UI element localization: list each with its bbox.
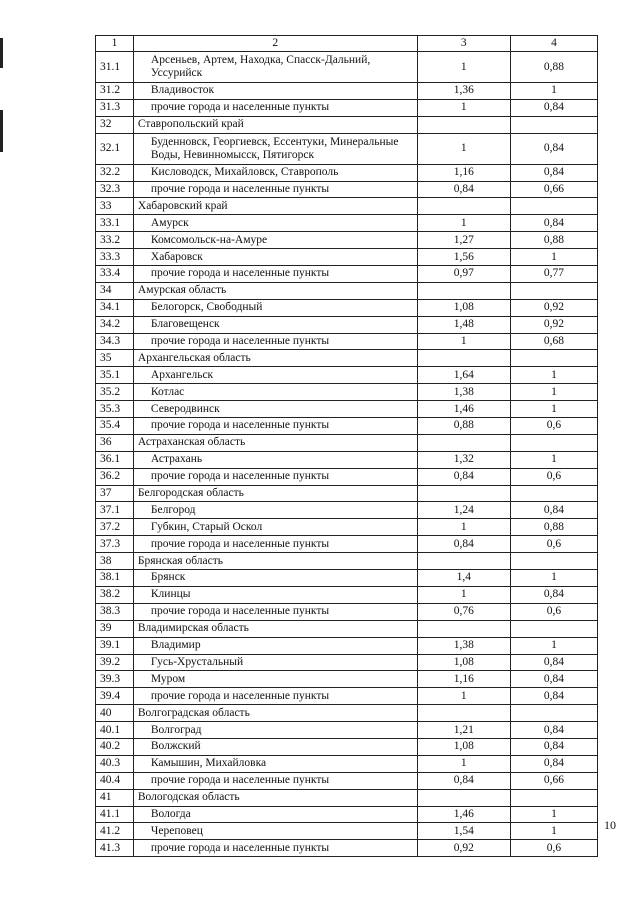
row-number-cell: 40.3 bbox=[96, 755, 134, 772]
coefficient-col3-cell: 1 bbox=[417, 519, 510, 536]
row-name-cell: Гусь-Хрустальный bbox=[133, 654, 417, 671]
coefficient-col4-cell bbox=[510, 553, 597, 570]
table-row bbox=[96, 367, 598, 384]
table-row bbox=[96, 401, 598, 418]
coefficient-col4-cell: 0,77 bbox=[510, 266, 597, 283]
coefficient-col4-cell: 0,84 bbox=[510, 502, 597, 519]
row-name-cell: Амурская область bbox=[133, 282, 417, 299]
row-name-cell: Кисловодск, Михайловск, Ставрополь bbox=[133, 164, 417, 181]
row-number-cell: 34.2 bbox=[96, 316, 134, 333]
coefficient-col4-cell: 0,68 bbox=[510, 333, 597, 350]
coefficient-col4-cell: 1 bbox=[510, 637, 597, 654]
coefficient-col3-cell: 1,36 bbox=[417, 83, 510, 100]
row-name-cell: прочие города и населенные пункты bbox=[133, 840, 417, 857]
row-name-cell: Буденновск, Георгиевск, Ессентуки, Минеральные Воды, Невинномысск, Пятигорск bbox=[133, 133, 417, 164]
coefficient-col3-cell: 1,46 bbox=[417, 401, 510, 418]
row-name-cell: Хабаровский край bbox=[133, 198, 417, 215]
row-name-cell: Хабаровск bbox=[133, 249, 417, 266]
table-header-row bbox=[96, 36, 598, 52]
coefficient-col3-cell: 1 bbox=[417, 688, 510, 705]
row-name-cell: Владимир bbox=[133, 637, 417, 654]
coefficient-col4-cell: 1 bbox=[510, 249, 597, 266]
header-cell: 1 bbox=[96, 36, 134, 52]
row-number-cell: 32.2 bbox=[96, 164, 134, 181]
coefficient-col4-cell: 0,6 bbox=[510, 468, 597, 485]
coefficient-col3-cell: 0,84 bbox=[417, 536, 510, 553]
coefficient-col4-cell: 1 bbox=[510, 367, 597, 384]
coefficient-col4-cell: 0,84 bbox=[510, 671, 597, 688]
coefficient-col3-cell: 1,16 bbox=[417, 671, 510, 688]
table-row bbox=[96, 116, 598, 133]
row-name-cell: Ставропольский край bbox=[133, 116, 417, 133]
coefficient-col4-cell: 0,84 bbox=[510, 722, 597, 739]
coefficient-col3-cell: 1,56 bbox=[417, 249, 510, 266]
table-row bbox=[96, 198, 598, 215]
table-row bbox=[96, 806, 598, 823]
row-name-cell: Амурск bbox=[133, 215, 417, 232]
coefficient-col3-cell bbox=[417, 789, 510, 806]
row-name-cell: Архангельская область bbox=[133, 350, 417, 367]
coefficient-col3-cell: 1,24 bbox=[417, 502, 510, 519]
row-number-cell: 40.4 bbox=[96, 772, 134, 789]
row-number-cell: 39.2 bbox=[96, 654, 134, 671]
coefficient-col3-cell: 0,84 bbox=[417, 772, 510, 789]
row-name-cell: Губкин, Старый Оскол bbox=[133, 519, 417, 536]
coefficient-col4-cell: 1 bbox=[510, 384, 597, 401]
table-row bbox=[96, 553, 598, 570]
row-name-cell: прочие города и населенные пункты bbox=[133, 333, 417, 350]
coefficient-col3-cell: 1 bbox=[417, 586, 510, 603]
coefficient-col4-cell: 0,88 bbox=[510, 519, 597, 536]
coefficient-col4-cell: 0,84 bbox=[510, 688, 597, 705]
row-number-cell: 33.1 bbox=[96, 215, 134, 232]
coefficient-col4-cell: 1 bbox=[510, 401, 597, 418]
row-number-cell: 41 bbox=[96, 789, 134, 806]
row-number-cell: 39.3 bbox=[96, 671, 134, 688]
row-number-cell: 32 bbox=[96, 116, 134, 133]
row-name-cell: Северодвинск bbox=[133, 401, 417, 418]
table-row bbox=[96, 738, 598, 755]
header-cell: 2 bbox=[133, 36, 417, 52]
coefficient-col4-cell bbox=[510, 485, 597, 502]
coefficient-col4-cell bbox=[510, 705, 597, 722]
row-number-cell: 39 bbox=[96, 620, 134, 637]
row-number-cell: 36.1 bbox=[96, 451, 134, 468]
row-number-cell: 31.2 bbox=[96, 83, 134, 100]
row-number-cell: 35.3 bbox=[96, 401, 134, 418]
row-number-cell: 37.3 bbox=[96, 536, 134, 553]
table-row bbox=[96, 434, 598, 451]
table-row bbox=[96, 705, 598, 722]
coefficient-col4-cell bbox=[510, 116, 597, 133]
row-number-cell: 37 bbox=[96, 485, 134, 502]
row-number-cell: 40.2 bbox=[96, 738, 134, 755]
row-number-cell: 33.4 bbox=[96, 266, 134, 283]
row-name-cell: Камышин, Михайловка bbox=[133, 755, 417, 772]
table-row bbox=[96, 266, 598, 283]
coefficient-col4-cell: 1 bbox=[510, 806, 597, 823]
table-row bbox=[96, 299, 598, 316]
row-number-cell: 31.3 bbox=[96, 99, 134, 116]
table-row bbox=[96, 772, 598, 789]
row-number-cell: 35 bbox=[96, 350, 134, 367]
row-name-cell: прочие города и населенные пункты bbox=[133, 772, 417, 789]
coefficient-col3-cell bbox=[417, 282, 510, 299]
row-name-cell: Котлас bbox=[133, 384, 417, 401]
coefficient-col3-cell: 1,08 bbox=[417, 299, 510, 316]
row-number-cell: 34 bbox=[96, 282, 134, 299]
table-row bbox=[96, 350, 598, 367]
row-name-cell: прочие города и населенные пункты bbox=[133, 536, 417, 553]
row-number-cell: 38.3 bbox=[96, 603, 134, 620]
coefficient-col4-cell: 0,84 bbox=[510, 215, 597, 232]
coefficient-col3-cell: 0,92 bbox=[417, 840, 510, 857]
row-name-cell: Волгоградская область bbox=[133, 705, 417, 722]
row-name-cell: прочие города и населенные пункты bbox=[133, 99, 417, 116]
coefficient-col4-cell bbox=[510, 282, 597, 299]
row-name-cell: Волжский bbox=[133, 738, 417, 755]
row-name-cell: Астраханская область bbox=[133, 434, 417, 451]
row-number-cell: 40 bbox=[96, 705, 134, 722]
coefficient-col3-cell: 1 bbox=[417, 133, 510, 164]
coefficient-col3-cell: 1,32 bbox=[417, 451, 510, 468]
coefficient-col3-cell: 1,38 bbox=[417, 384, 510, 401]
coefficient-col4-cell bbox=[510, 350, 597, 367]
row-number-cell: 34.3 bbox=[96, 333, 134, 350]
coefficient-col3-cell: 1,46 bbox=[417, 806, 510, 823]
row-name-cell: Архангельск bbox=[133, 367, 417, 384]
table-row bbox=[96, 333, 598, 350]
coefficient-col3-cell: 0,97 bbox=[417, 266, 510, 283]
row-name-cell: Волгоград bbox=[133, 722, 417, 739]
scan-margin-mark bbox=[0, 38, 3, 68]
table-row bbox=[96, 83, 598, 100]
row-number-cell: 35.4 bbox=[96, 418, 134, 435]
coefficient-col3-cell bbox=[417, 705, 510, 722]
coefficient-col3-cell: 1 bbox=[417, 755, 510, 772]
row-number-cell: 35.2 bbox=[96, 384, 134, 401]
coefficient-col4-cell bbox=[510, 620, 597, 637]
coefficient-col4-cell: 0,66 bbox=[510, 181, 597, 198]
coefficient-col3-cell: 0,76 bbox=[417, 603, 510, 620]
coefficients-table bbox=[95, 35, 598, 857]
coefficient-col4-cell: 0,6 bbox=[510, 418, 597, 435]
table-row bbox=[96, 755, 598, 772]
table-row bbox=[96, 52, 598, 83]
row-number-cell: 35.1 bbox=[96, 367, 134, 384]
row-number-cell: 39.4 bbox=[96, 688, 134, 705]
row-name-cell: прочие города и населенные пункты bbox=[133, 603, 417, 620]
coefficient-col3-cell: 1,38 bbox=[417, 637, 510, 654]
coefficient-col4-cell: 0,92 bbox=[510, 299, 597, 316]
coefficient-col3-cell: 0,88 bbox=[417, 418, 510, 435]
coefficient-col3-cell bbox=[417, 198, 510, 215]
table-row bbox=[96, 232, 598, 249]
coefficient-col3-cell bbox=[417, 350, 510, 367]
coefficient-col3-cell: 1 bbox=[417, 215, 510, 232]
coefficient-col4-cell: 1 bbox=[510, 823, 597, 840]
coefficient-col3-cell: 1,54 bbox=[417, 823, 510, 840]
table-row bbox=[96, 164, 598, 181]
table-row bbox=[96, 502, 598, 519]
coefficient-col3-cell: 1 bbox=[417, 333, 510, 350]
table-row bbox=[96, 451, 598, 468]
row-number-cell: 33 bbox=[96, 198, 134, 215]
coefficient-col4-cell: 0,6 bbox=[510, 536, 597, 553]
row-number-cell: 36.2 bbox=[96, 468, 134, 485]
coefficient-col3-cell bbox=[417, 620, 510, 637]
coefficient-col4-cell: 0,84 bbox=[510, 99, 597, 116]
page-number: 10 bbox=[604, 818, 616, 832]
header-cell: 4 bbox=[510, 36, 597, 52]
row-number-cell: 37.2 bbox=[96, 519, 134, 536]
coefficient-col3-cell: 1,27 bbox=[417, 232, 510, 249]
table-row bbox=[96, 637, 598, 654]
row-number-cell: 41.2 bbox=[96, 823, 134, 840]
row-number-cell: 40.1 bbox=[96, 722, 134, 739]
table-row bbox=[96, 133, 598, 164]
table-row bbox=[96, 249, 598, 266]
row-name-cell: Астрахань bbox=[133, 451, 417, 468]
row-name-cell: Благовещенск bbox=[133, 316, 417, 333]
coefficient-col3-cell: 0,84 bbox=[417, 468, 510, 485]
row-number-cell: 41.1 bbox=[96, 806, 134, 823]
coefficient-col4-cell: 1 bbox=[510, 83, 597, 100]
row-number-cell: 41.3 bbox=[96, 840, 134, 857]
table-row bbox=[96, 654, 598, 671]
row-name-cell: Комсомольск-на-Амуре bbox=[133, 232, 417, 249]
coefficient-col4-cell: 1 bbox=[510, 451, 597, 468]
header-cell: 3 bbox=[417, 36, 510, 52]
row-number-cell: 32.3 bbox=[96, 181, 134, 198]
table-row bbox=[96, 215, 598, 232]
table-row bbox=[96, 181, 598, 198]
row-name-cell: Владивосток bbox=[133, 83, 417, 100]
scan-margin-mark bbox=[0, 110, 3, 152]
coefficient-col3-cell bbox=[417, 116, 510, 133]
row-name-cell: Вологда bbox=[133, 806, 417, 823]
coefficient-col3-cell: 1 bbox=[417, 99, 510, 116]
table-row bbox=[96, 519, 598, 536]
table-row bbox=[96, 316, 598, 333]
coefficient-col4-cell bbox=[510, 789, 597, 806]
table-row bbox=[96, 722, 598, 739]
coefficient-col4-cell: 0,6 bbox=[510, 603, 597, 620]
coefficient-col3-cell bbox=[417, 485, 510, 502]
coefficient-col4-cell: 0,88 bbox=[510, 232, 597, 249]
coefficient-col3-cell: 1,08 bbox=[417, 738, 510, 755]
table-row bbox=[96, 468, 598, 485]
table-row bbox=[96, 840, 598, 857]
coefficient-col3-cell: 1,08 bbox=[417, 654, 510, 671]
row-name-cell: прочие города и населенные пункты bbox=[133, 418, 417, 435]
coefficient-col4-cell bbox=[510, 198, 597, 215]
row-number-cell: 38 bbox=[96, 553, 134, 570]
coefficient-col3-cell: 1,4 bbox=[417, 570, 510, 587]
table-row bbox=[96, 99, 598, 116]
table-row bbox=[96, 603, 598, 620]
table-row bbox=[96, 688, 598, 705]
coefficient-col3-cell: 1,48 bbox=[417, 316, 510, 333]
row-number-cell: 39.1 bbox=[96, 637, 134, 654]
row-name-cell: Муром bbox=[133, 671, 417, 688]
row-name-cell: прочие города и населенные пункты bbox=[133, 688, 417, 705]
row-name-cell: Белогорск, Свободный bbox=[133, 299, 417, 316]
coefficient-col4-cell: 0,88 bbox=[510, 52, 597, 83]
row-name-cell: прочие города и населенные пункты bbox=[133, 266, 417, 283]
coefficient-col4-cell: 0,84 bbox=[510, 133, 597, 164]
row-number-cell: 38.1 bbox=[96, 570, 134, 587]
row-name-cell: Брянская область bbox=[133, 553, 417, 570]
table-row bbox=[96, 570, 598, 587]
coefficient-col4-cell: 0,84 bbox=[510, 738, 597, 755]
coefficient-col4-cell: 0,84 bbox=[510, 586, 597, 603]
row-name-cell: Череповец bbox=[133, 823, 417, 840]
row-name-cell: прочие города и населенные пункты bbox=[133, 468, 417, 485]
table-row bbox=[96, 789, 598, 806]
coefficient-col3-cell bbox=[417, 434, 510, 451]
table-row bbox=[96, 418, 598, 435]
row-number-cell: 38.2 bbox=[96, 586, 134, 603]
coefficient-col3-cell: 0,84 bbox=[417, 181, 510, 198]
table-row bbox=[96, 384, 598, 401]
table-row bbox=[96, 823, 598, 840]
coefficient-col3-cell: 1,16 bbox=[417, 164, 510, 181]
coefficient-col3-cell: 1 bbox=[417, 52, 510, 83]
coefficient-col4-cell: 0,84 bbox=[510, 164, 597, 181]
row-number-cell: 34.1 bbox=[96, 299, 134, 316]
coefficient-col3-cell bbox=[417, 553, 510, 570]
table-row bbox=[96, 671, 598, 688]
row-name-cell: Владимирская область bbox=[133, 620, 417, 637]
coefficient-col4-cell: 0,84 bbox=[510, 654, 597, 671]
row-name-cell: Белгород bbox=[133, 502, 417, 519]
row-name-cell: Вологодская область bbox=[133, 789, 417, 806]
coefficient-col4-cell: 0,92 bbox=[510, 316, 597, 333]
row-number-cell: 33.3 bbox=[96, 249, 134, 266]
table-row bbox=[96, 586, 598, 603]
coefficient-col4-cell: 1 bbox=[510, 570, 597, 587]
coefficient-col4-cell: 0,6 bbox=[510, 840, 597, 857]
table-row bbox=[96, 536, 598, 553]
row-number-cell: 36 bbox=[96, 434, 134, 451]
row-name-cell: Клинцы bbox=[133, 586, 417, 603]
coefficient-col3-cell: 1,64 bbox=[417, 367, 510, 384]
row-number-cell: 31.1 bbox=[96, 52, 134, 83]
row-name-cell: прочие города и населенные пункты bbox=[133, 181, 417, 198]
table-row bbox=[96, 282, 598, 299]
coefficient-col4-cell: 0,66 bbox=[510, 772, 597, 789]
row-name-cell: Белгородская область bbox=[133, 485, 417, 502]
row-number-cell: 32.1 bbox=[96, 133, 134, 164]
table-row bbox=[96, 485, 598, 502]
row-number-cell: 37.1 bbox=[96, 502, 134, 519]
table-row bbox=[96, 620, 598, 637]
coefficient-col4-cell: 0,84 bbox=[510, 755, 597, 772]
row-number-cell: 33.2 bbox=[96, 232, 134, 249]
row-name-cell: Брянск bbox=[133, 570, 417, 587]
coefficient-col3-cell: 1,21 bbox=[417, 722, 510, 739]
row-name-cell: Арсеньев, Артем, Находка, Спасск-Дальний, Уссурийск bbox=[133, 52, 417, 83]
coefficient-col4-cell bbox=[510, 434, 597, 451]
